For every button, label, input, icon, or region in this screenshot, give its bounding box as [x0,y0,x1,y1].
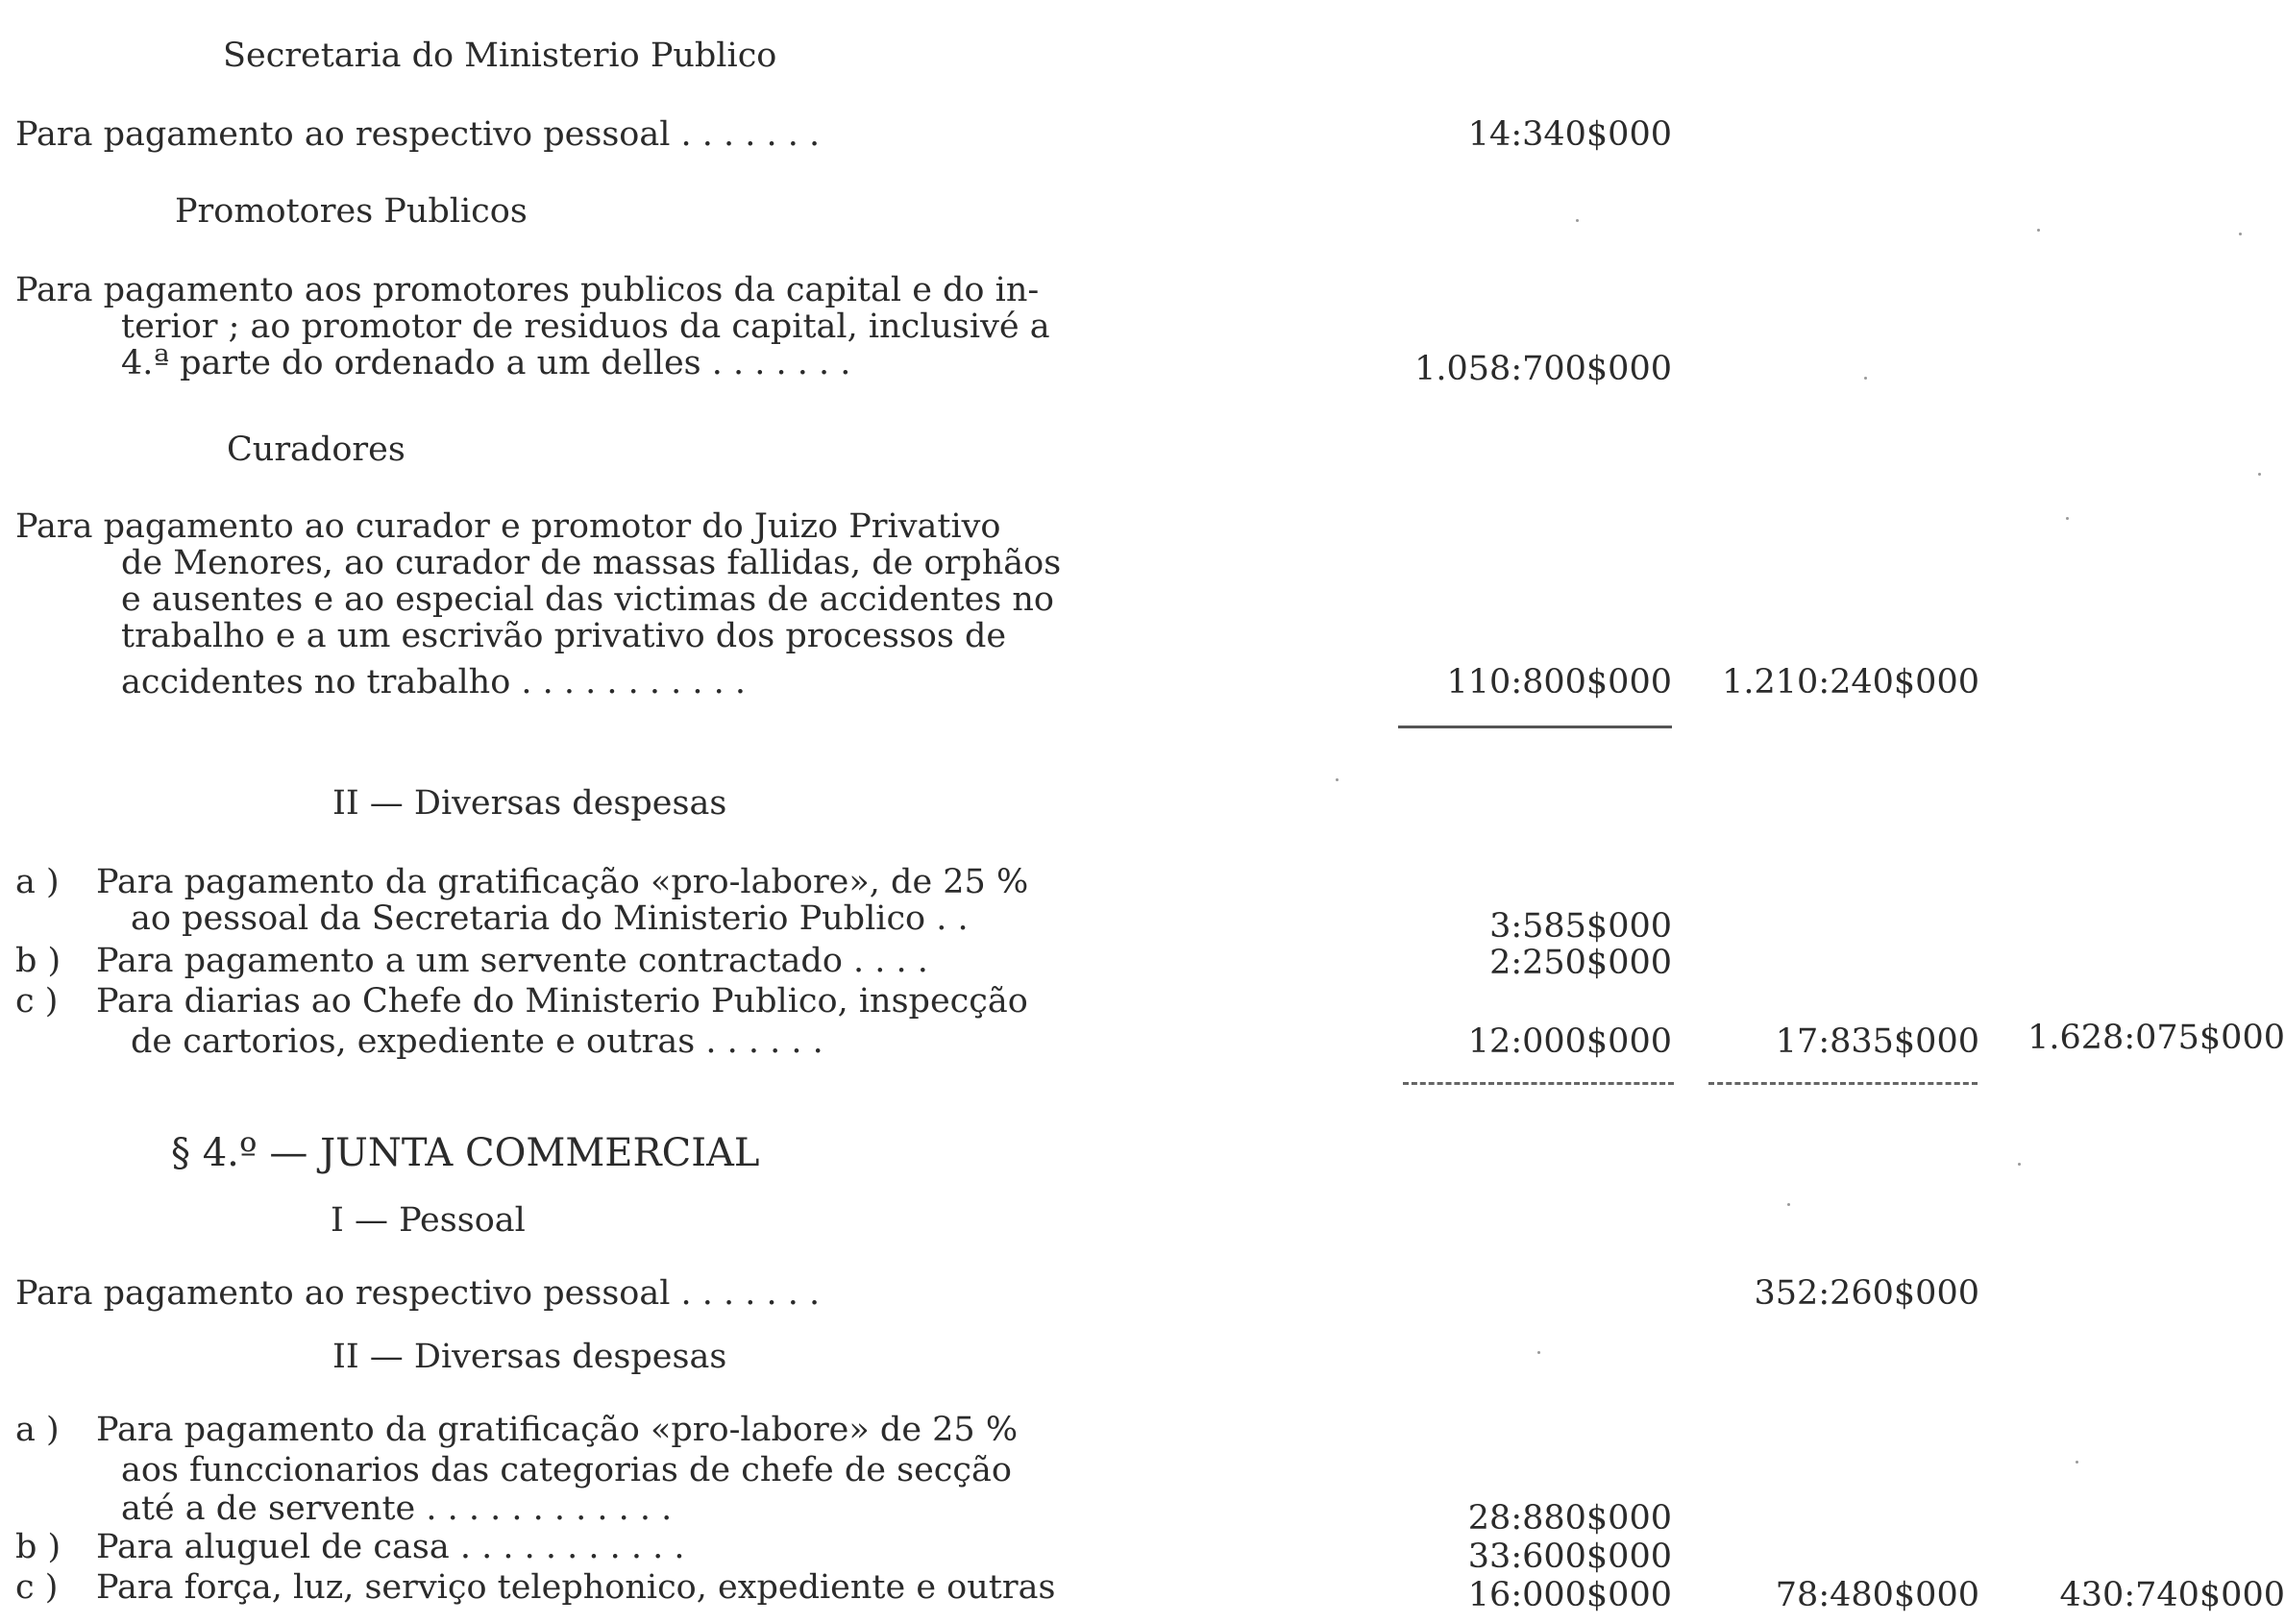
diversas1-a-label: a ) [15,863,60,901]
secretaria-line: Para pagamento ao respectivo pessoal . . . . . . . [15,115,821,154]
promotores-line-2: terior ; ao promotor de residuos da capital, inclusivé a [121,308,1050,346]
heading-pessoal: I — Pessoal [331,1201,526,1240]
heading-secretaria: Secretaria do Ministerio Publico [223,37,777,75]
diversas1-a-amount: 3:585$000 [1489,907,1672,946]
diversas2-c-label: c ) [15,1568,59,1607]
diversas1-a-line-2: ao pessoal da Secretaria do Ministerio Publico . . [131,899,969,938]
junta-pessoal-line: Para pagamento ao respectivo pessoal . . . . . . . [15,1274,821,1313]
scan-speck [2018,1163,2021,1166]
scan-speck [1864,377,1867,380]
scan-speck [2037,229,2040,232]
heading-junta-commercial: § 4.º — JUNTA COMMERCIAL [171,1131,760,1175]
diversas2-b-amount: 33:600$000 [1467,1538,1672,1576]
rule-diversas1-col1 [1403,1082,1674,1085]
diversas2-c-amount: 16:000$000 [1467,1576,1672,1614]
scan-speck [1787,1203,1790,1206]
diversas1-c-line-1: Para diarias ao Chefe do Ministerio Publico, inspecção [96,982,1028,1021]
diversas2-a-amount: 28:880$000 [1467,1499,1672,1538]
scan-speck [1537,1351,1540,1354]
diversas1-c-amount: 12:000$000 [1467,1022,1672,1061]
curadores-line-1: Para pagamento ao curador e promotor do Juizo Privativo [15,507,1001,546]
rule-diversas1-col2 [1708,1082,1978,1085]
scan-speck [2066,517,2069,520]
diversas1-b-line-1: Para pagamento a um servente contractado . . . . [96,942,928,980]
diversas2-c-line-1: Para força, luz, serviço telephonico, expediente e outras [96,1568,1056,1607]
promotores-line-3: 4.ª parte do ordenado a um delles . . . . . . . [121,344,851,382]
scan-speck [1336,778,1339,781]
curadores-line-4: trabalho e a um escrivão privativo dos processos de [121,617,1007,655]
rule-curadores [1398,726,1672,728]
diversas1-c-line-2: de cartorios, expediente e outras . . . . . . [131,1022,823,1061]
promotores-amount: 1.058:700$000 [1414,350,1672,388]
secretaria-amount: 14:340$000 [1467,115,1672,154]
curadores-line-2: de Menores, ao curador de massas fallidas, de orphãos [121,544,1062,582]
junta-pessoal-amount: 352:260$000 [1754,1274,1979,1313]
diversas1-subtotal: 17:835$000 [1775,1022,1979,1061]
diversas1-b-label: b ) [15,942,61,980]
diversas2-a-line-3: até a de servente . . . . . . . . . . . . [121,1489,673,1528]
curadores-line-3: e ausentes e ao especial das victimas de accidentes no [121,580,1054,619]
diversas1-c-label: c ) [15,982,59,1021]
diversas2-b-label: b ) [15,1528,61,1566]
heading-diversas-2: II — Diversas despesas [332,1338,727,1376]
scan-speck [1576,219,1579,222]
curadores-amount: 110:800$000 [1446,663,1672,701]
diversas2-b-line-1: Para aluguel de casa . . . . . . . . . . . [96,1528,685,1566]
diversas2-a-line-1: Para pagamento da gratificação «pro-labore» de 25 % [96,1411,1019,1449]
diversas1-a-line-1: Para pagamento da gratificação «pro-labore», de 25 % [96,863,1029,901]
diversas2-a-line-2: aos funccionarios das categorias de chefe de secção [121,1451,1012,1489]
diversas1-total: 1.628:075$000 [2027,1019,2285,1057]
diversas2-subtotal: 78:480$000 [1775,1576,1979,1614]
scan-speck [2076,1461,2078,1464]
scan-speck [2258,473,2261,476]
diversas2-a-label: a ) [15,1411,60,1449]
heading-curadores: Curadores [227,431,405,469]
heading-diversas-1: II — Diversas despesas [332,784,727,823]
promotores-line-1: Para pagamento aos promotores publicos da capital e do in- [15,271,1040,309]
curadores-subtotal: 1.210:240$000 [1722,663,1979,701]
heading-promotores: Promotores Publicos [175,192,528,231]
diversas1-b-amount: 2:250$000 [1489,944,1672,982]
curadores-line-5: accidentes no trabalho . . . . . . . . . . . [121,663,747,701]
diversas2-total: 430:740$000 [2059,1576,2285,1614]
scan-speck [2239,233,2242,235]
